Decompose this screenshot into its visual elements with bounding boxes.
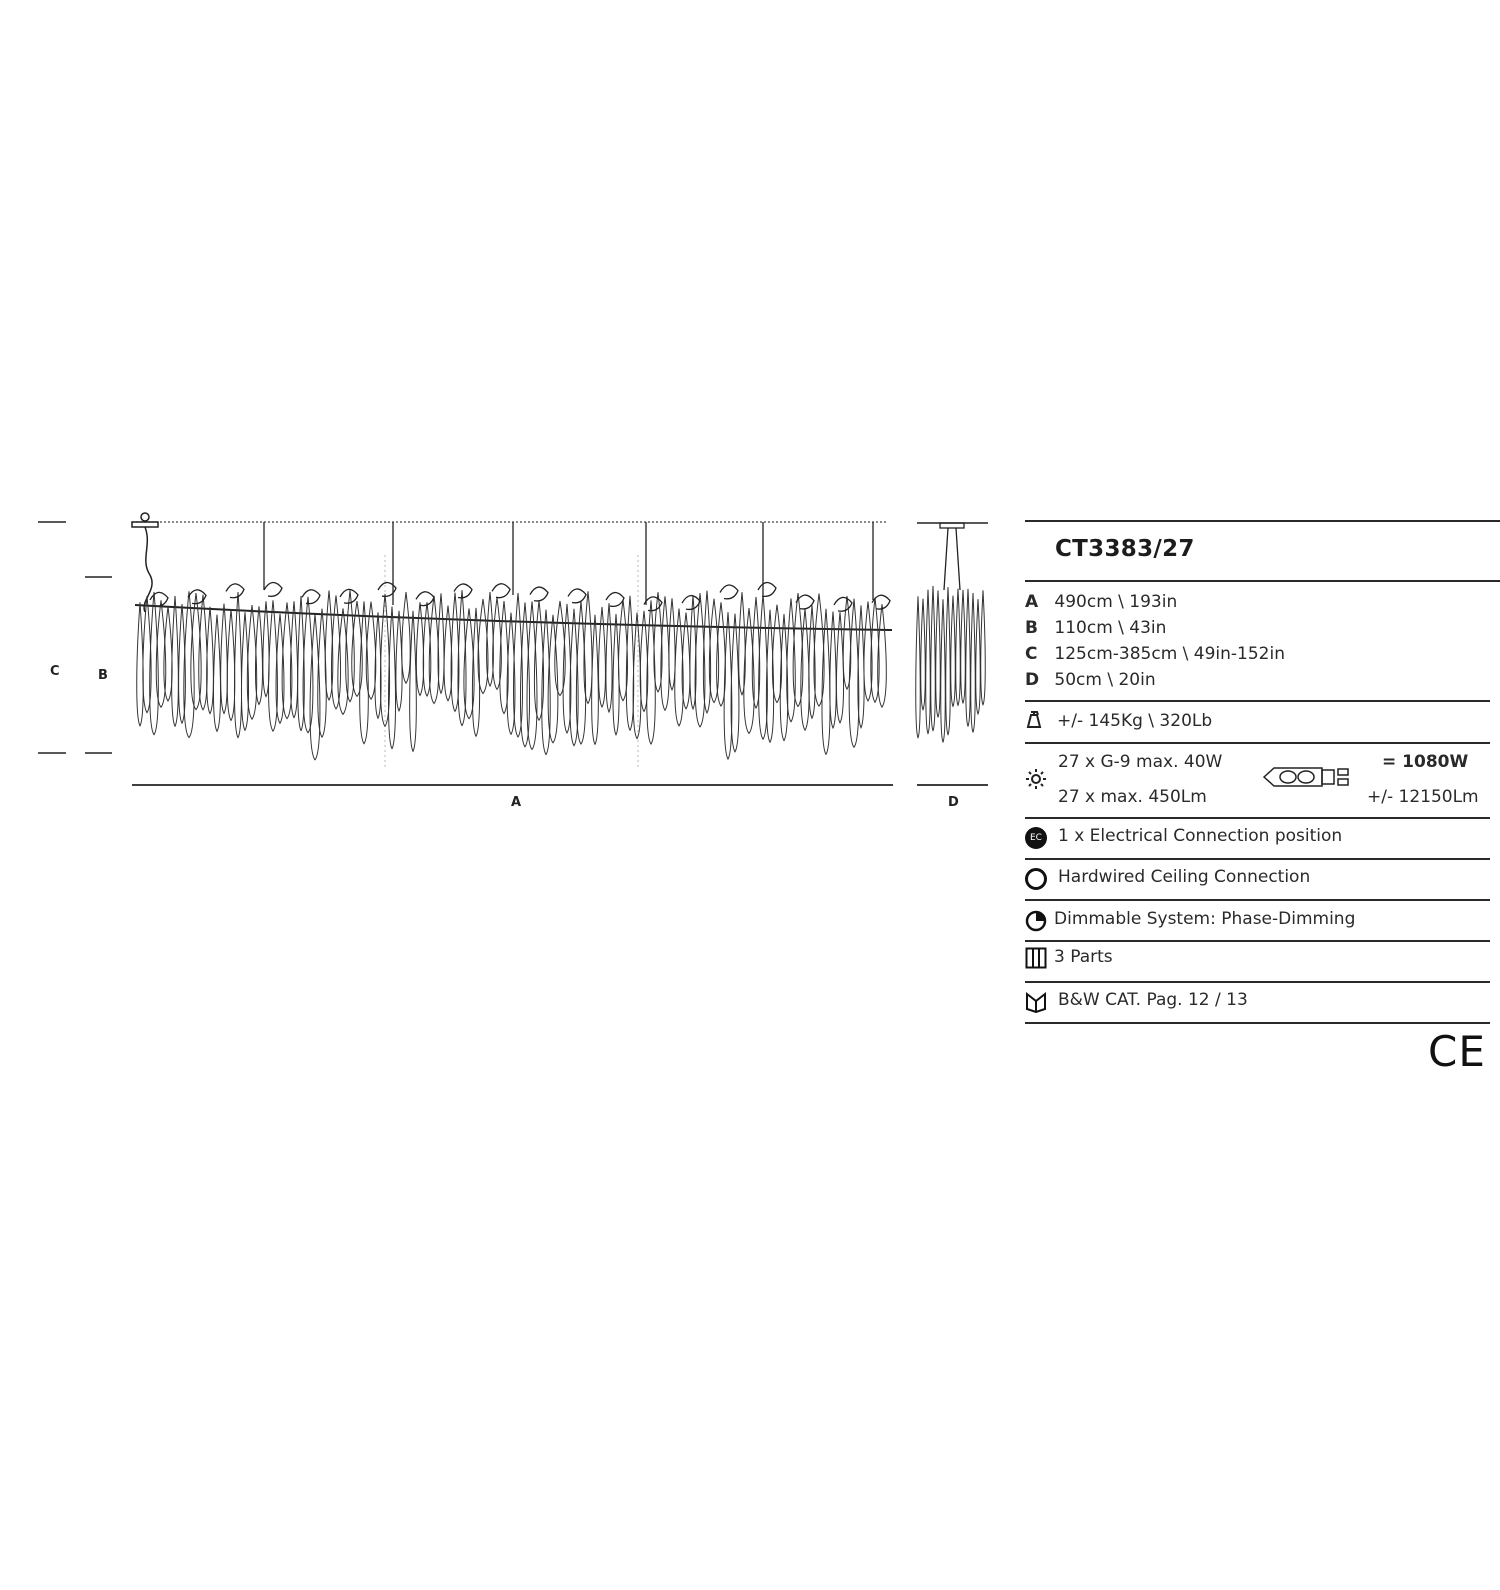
dimension-value: 50cm \ 20in <box>1054 670 1156 690</box>
crystal-drop <box>416 602 423 695</box>
leaf-ornament <box>492 584 510 598</box>
crystal-drop <box>396 611 402 711</box>
crystal-drop <box>858 605 864 727</box>
crystal-drop <box>941 599 946 742</box>
technical-drawing <box>0 0 1000 840</box>
crystal-drop <box>542 610 550 755</box>
ce-mark: CE <box>1428 1027 1486 1076</box>
crystal-drop <box>592 615 599 745</box>
height-dimension-marks <box>38 522 112 753</box>
dimension-letter: D <box>1025 670 1040 690</box>
leaf-ornament <box>568 589 586 603</box>
total-watt: = 1080W <box>1382 752 1469 772</box>
crystal-drop <box>931 586 936 731</box>
crystal-drop <box>438 593 444 693</box>
crystal-drop <box>921 599 926 710</box>
crystal-drop <box>633 613 641 739</box>
dimension-label-d: D <box>948 795 959 810</box>
crystal-drop <box>801 609 809 731</box>
crystal-drop <box>956 589 961 706</box>
bulb-spec: 27 x G-9 max. 40W <box>1058 752 1223 772</box>
leaf-ornament <box>758 583 776 597</box>
crystal-drop <box>961 590 966 703</box>
lumen-spec: 27 x max. 450Lm <box>1058 787 1207 807</box>
leaf-ornament <box>416 592 434 606</box>
crystal-drop <box>172 596 179 726</box>
dimension-value: 125cm-385cm \ 49in-152in <box>1054 644 1285 664</box>
weight-text: +/- 145Kg \ 320Lb <box>1057 711 1213 731</box>
crystal-drops <box>137 582 890 759</box>
electrical-connection-icon: EC <box>1025 827 1047 849</box>
crystal-drop <box>731 614 739 752</box>
dimension-row-a <box>1025 592 1177 612</box>
crystal-drop <box>966 589 971 726</box>
total-lumen: +/- 12150Lm <box>1367 787 1479 807</box>
dimension-letter: B <box>1025 618 1038 638</box>
g9-bulb-icon <box>1260 764 1355 790</box>
divider <box>1025 742 1490 744</box>
crystal-drop <box>669 598 675 690</box>
dimension-row-c <box>1025 644 1285 664</box>
leaf-ornament <box>720 585 738 599</box>
crystal-drop <box>410 611 417 752</box>
crystal-drop <box>981 590 986 704</box>
crystal-drop <box>936 591 941 717</box>
dimmable-icon <box>1025 910 1047 932</box>
crystal-drop <box>971 593 976 732</box>
divider <box>1025 858 1490 860</box>
crystal-drop <box>221 604 228 714</box>
divider <box>1025 899 1490 901</box>
divider <box>1025 700 1490 702</box>
leaf-ornament <box>530 587 548 601</box>
crystal-drop <box>946 587 951 734</box>
dimension-row-b <box>1025 618 1166 638</box>
crystal-drop <box>926 590 931 734</box>
dimension-letter: C <box>1025 644 1038 664</box>
divider <box>1025 940 1490 942</box>
crystal-drop <box>360 601 369 743</box>
crystal-drop <box>234 592 241 738</box>
model-number: CT3383/27 <box>1055 536 1195 562</box>
dimension-label-b: B <box>98 668 108 683</box>
leaf-ornament <box>226 584 244 598</box>
crystal-drop <box>520 602 529 746</box>
crystal-drop <box>137 602 144 726</box>
dimension-value: 490cm \ 193in <box>1054 592 1178 612</box>
leaf-ornament <box>264 582 282 596</box>
dimmable-text: Dimmable System: Phase-Dimming <box>1054 909 1356 929</box>
divider <box>1025 520 1500 522</box>
parts-text: 3 Parts <box>1054 947 1113 967</box>
divider <box>1025 580 1500 582</box>
crystal-drop <box>599 607 606 707</box>
leaf-ornament <box>834 597 852 611</box>
crystal-drop <box>916 596 921 737</box>
crystal-drop <box>227 609 235 720</box>
dimension-value: 110cm \ 43in <box>1054 618 1167 638</box>
crystal-drop <box>213 615 220 732</box>
dimension-label-c: C <box>50 664 60 679</box>
divider <box>1025 1022 1490 1024</box>
dimension-row-d <box>1025 670 1156 690</box>
divider <box>1025 817 1490 819</box>
chandelier-drawing <box>0 0 1000 840</box>
leaf-ornament <box>454 584 472 598</box>
parts-icon <box>1025 947 1047 969</box>
crystal-drop <box>976 599 981 714</box>
catalog-icon <box>1025 991 1047 1013</box>
dimension-label-a: A <box>511 795 522 810</box>
divider <box>1025 981 1490 983</box>
leaf-ornament <box>302 590 320 604</box>
electrical-connection-text: 1 x Electrical Connection position <box>1058 826 1343 846</box>
ceiling-connection-icon <box>1025 868 1047 890</box>
ceiling-connection-text: Hardwired Ceiling Connection <box>1058 867 1311 887</box>
side-view <box>916 523 988 742</box>
leaf-ornament <box>682 596 700 610</box>
weight-icon <box>1025 710 1043 730</box>
catalog-text: B&W CAT. Pag. 12 / 13 <box>1058 990 1248 1010</box>
crystal-drop <box>606 603 612 712</box>
bulb-icon <box>1025 768 1047 790</box>
crystal-drop <box>822 609 830 754</box>
crystal-drop <box>951 596 956 707</box>
dimension-letter: A <box>1025 592 1039 612</box>
crystal-drop <box>402 592 410 683</box>
